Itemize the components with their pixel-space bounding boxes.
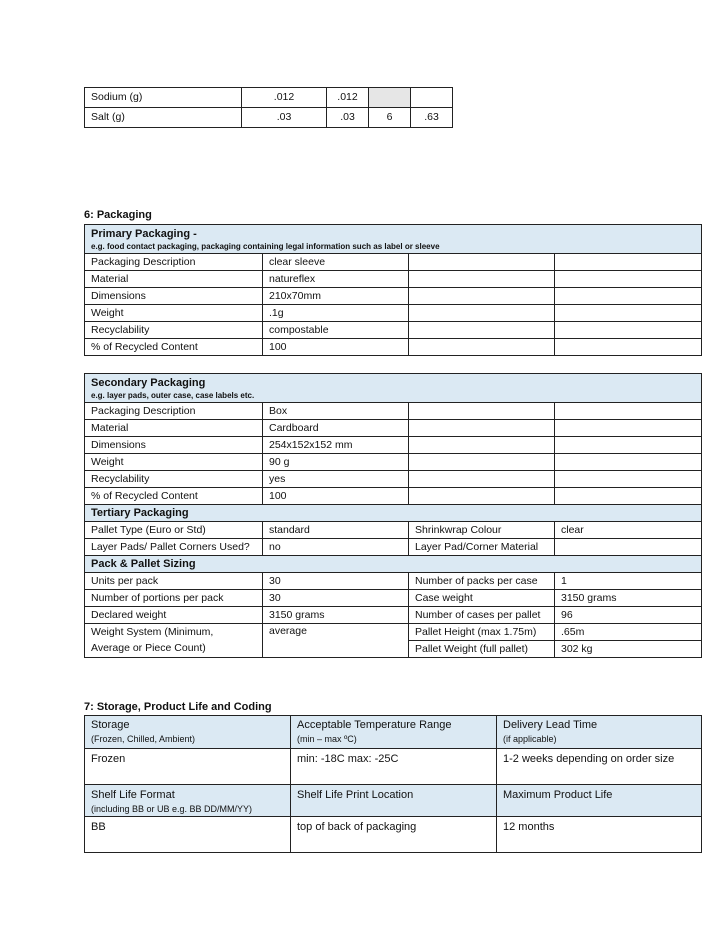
row-value: 302 kg <box>555 641 702 658</box>
secondary-packaging-note: e.g. layer pads, outer case, case labels etc. <box>91 390 255 400</box>
row-value: standard <box>263 522 409 539</box>
empty-cell <box>409 339 555 356</box>
nutrient-value: .012 <box>242 88 327 108</box>
row-label: Packaging Description <box>85 403 263 420</box>
lead-time-note: (if applicable) <box>503 734 557 744</box>
row-value: Cardboard <box>263 420 409 437</box>
max-life-value: 12 months <box>497 817 702 853</box>
shelf-life-format-note: (including BB or UB e.g. BB DD/MM/YY) <box>91 804 253 814</box>
table-row <box>85 785 702 817</box>
row-value: 100 <box>263 339 409 356</box>
row-value: 1 <box>555 573 702 590</box>
empty-cell <box>409 403 555 420</box>
row-value: clear <box>555 522 702 539</box>
storage-value: Frozen <box>85 749 291 785</box>
table-row <box>85 716 702 749</box>
secondary-packaging-table <box>84 373 702 658</box>
row-value: 210x70mm <box>263 288 409 305</box>
row-value <box>555 539 702 556</box>
nutrient-value: .012 <box>327 88 369 108</box>
empty-cell <box>555 288 702 305</box>
row-value: yes <box>263 471 409 488</box>
empty-cell <box>555 403 702 420</box>
row-label: Units per pack <box>85 573 263 590</box>
table-row <box>85 556 702 573</box>
row-label: Dimensions <box>85 288 263 305</box>
temperature-header <box>291 716 497 749</box>
temperature-note: (min – max ºC) <box>297 734 357 744</box>
table-row <box>85 288 702 305</box>
row-value: 3150 grams <box>555 590 702 607</box>
table-row <box>85 488 702 505</box>
print-location-value: top of back of packaging <box>291 817 497 853</box>
row-label: % of Recycled Content <box>85 339 263 356</box>
table-row <box>85 817 702 853</box>
lead-time-heading: Delivery Lead Time <box>503 719 598 731</box>
pack-pallet-heading: Pack & Pallet Sizing <box>85 556 702 573</box>
row-value: no <box>263 539 409 556</box>
shelf-life-format-value: BB <box>85 817 291 853</box>
table-row <box>85 225 702 254</box>
row-value: 30 <box>263 573 409 590</box>
shelf-life-format-header <box>85 785 291 817</box>
primary-packaging-note: e.g. food contact packaging, packaging containing legal information such as label or sleeve <box>91 241 440 251</box>
storage-section-title: 7: Storage, Product Life and Coding <box>84 701 272 713</box>
secondary-packaging-heading: Secondary Packaging <box>91 376 206 389</box>
max-life-heading: Maximum Product Life <box>497 785 702 817</box>
empty-cell <box>411 88 453 108</box>
empty-cell <box>555 488 702 505</box>
table-row <box>85 305 702 322</box>
table-row <box>85 339 702 356</box>
row-value: Box <box>263 403 409 420</box>
empty-cell <box>555 437 702 454</box>
weight-system-label-line1: Weight System (Minimum, <box>91 626 214 638</box>
row-label: Number of portions per pack <box>85 590 263 607</box>
primary-packaging-heading: Primary Packaging - <box>91 227 197 240</box>
row-label: Layer Pads/ Pallet Corners Used? <box>85 539 263 556</box>
row-label: Declared weight <box>85 607 263 624</box>
table-row <box>85 454 702 471</box>
empty-cell <box>409 488 555 505</box>
row-value: .1g <box>263 305 409 322</box>
table-row <box>85 108 453 128</box>
empty-cell <box>409 305 555 322</box>
table-row <box>85 505 702 522</box>
tertiary-packaging-heading: Tertiary Packaging <box>85 505 702 522</box>
nutrient-value: .03 <box>327 108 369 128</box>
row-value: 3150 grams <box>263 607 409 624</box>
table-row <box>85 322 702 339</box>
nutrient-value: .63 <box>411 108 453 128</box>
nutrition-table <box>84 87 453 128</box>
weight-system-value: average <box>263 624 409 658</box>
table-row <box>85 88 453 108</box>
row-label: Recyclability <box>85 471 263 488</box>
row-label: Pallet Type (Euro or Std) <box>85 522 263 539</box>
nutrient-label: Sodium (g) <box>85 88 242 108</box>
empty-cell <box>409 322 555 339</box>
storage-header <box>85 716 291 749</box>
row-label: Case weight <box>409 590 555 607</box>
table-row <box>85 271 702 288</box>
row-value: .65m <box>555 624 702 641</box>
row-value: 90 g <box>263 454 409 471</box>
empty-cell <box>555 322 702 339</box>
empty-cell <box>409 288 555 305</box>
temperature-heading: Acceptable Temperature Range <box>297 719 452 731</box>
shelf-life-format-heading: Shelf Life Format <box>91 789 175 801</box>
row-label: Recyclability <box>85 322 263 339</box>
table-row <box>85 749 702 785</box>
row-label: Pallet Weight (full pallet) <box>409 641 555 658</box>
table-row <box>85 590 702 607</box>
secondary-packaging-header <box>85 374 702 403</box>
temperature-value: min: -18C max: -25C <box>291 749 497 785</box>
empty-cell <box>555 471 702 488</box>
row-label: Material <box>85 271 263 288</box>
row-value: 100 <box>263 488 409 505</box>
row-label: Material <box>85 420 263 437</box>
table-row <box>85 254 702 271</box>
storage-table <box>84 715 702 853</box>
packaging-section-title: 6: Packaging <box>84 209 152 221</box>
weight-system-label <box>85 624 263 658</box>
primary-packaging-header <box>85 225 702 254</box>
empty-cell <box>409 471 555 488</box>
empty-cell <box>409 254 555 271</box>
row-value: compostable <box>263 322 409 339</box>
row-label: Packaging Description <box>85 254 263 271</box>
row-label: Weight <box>85 454 263 471</box>
lead-time-header <box>497 716 702 749</box>
row-value: 96 <box>555 607 702 624</box>
table-row <box>85 522 702 539</box>
print-location-heading: Shelf Life Print Location <box>291 785 497 817</box>
empty-cell <box>555 339 702 356</box>
empty-cell <box>555 254 702 271</box>
row-value: 30 <box>263 590 409 607</box>
empty-cell <box>369 88 411 108</box>
row-value: clear sleeve <box>263 254 409 271</box>
table-row <box>85 624 702 641</box>
table-row <box>85 539 702 556</box>
nutrient-label: Salt (g) <box>85 108 242 128</box>
row-label: Number of cases per pallet <box>409 607 555 624</box>
empty-cell <box>409 437 555 454</box>
storage-note: (Frozen, Chilled, Ambient) <box>91 734 196 744</box>
weight-system-label-line2: Average or Piece Count) <box>91 642 206 654</box>
table-row <box>85 437 702 454</box>
table-row <box>85 374 702 403</box>
empty-cell <box>409 420 555 437</box>
nutrient-value: 6 <box>369 108 411 128</box>
empty-cell <box>555 271 702 288</box>
lead-time-value: 1-2 weeks depending on order size <box>497 749 702 785</box>
row-label: Pallet Height (max 1.75m) <box>409 624 555 641</box>
row-label: Number of packs per case <box>409 573 555 590</box>
empty-cell <box>555 454 702 471</box>
storage-heading: Storage <box>91 719 130 731</box>
table-row <box>85 420 702 437</box>
empty-cell <box>409 454 555 471</box>
table-row <box>85 403 702 420</box>
empty-cell <box>555 305 702 322</box>
table-row <box>85 471 702 488</box>
primary-packaging-table <box>84 224 702 356</box>
row-value: natureflex <box>263 271 409 288</box>
empty-cell <box>555 420 702 437</box>
row-label: Shrinkwrap Colour <box>409 522 555 539</box>
row-value: 254x152x152 mm <box>263 437 409 454</box>
row-label: % of Recycled Content <box>85 488 263 505</box>
nutrient-value: .03 <box>242 108 327 128</box>
table-row <box>85 607 702 624</box>
empty-cell <box>409 271 555 288</box>
row-label: Weight <box>85 305 263 322</box>
table-row <box>85 573 702 590</box>
row-label: Layer Pad/Corner Material <box>409 539 555 556</box>
row-label: Dimensions <box>85 437 263 454</box>
